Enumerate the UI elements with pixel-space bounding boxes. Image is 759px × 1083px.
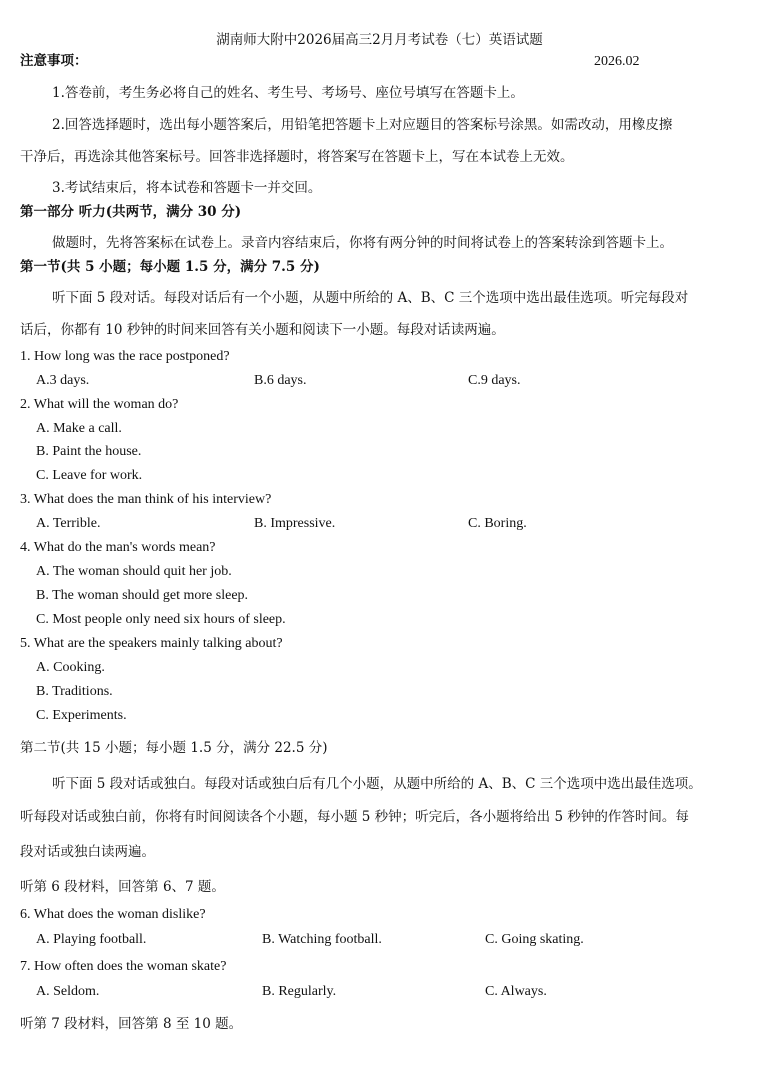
notice-item-1: 1.答卷前，考生务必将自己的姓名、考生号、考场号、座位号填写在答题卡上。: [52, 85, 524, 101]
q6-option-a: A. Playing football.: [36, 932, 147, 947]
q1-option-a: A.3 days.: [36, 373, 90, 388]
question-1: 1. How long was the race postponed?: [20, 349, 230, 364]
question-2: 2. What will the woman do?: [20, 397, 179, 412]
material-7-heading: 听第 7 段材料，回答第 8 至 10 题。: [20, 1016, 243, 1032]
section2-heading: 第二节(共 15 小题；每小题 1.5 分，满分 22.5 分): [20, 740, 328, 756]
q2-option-c: C. Leave for work.: [36, 468, 143, 483]
q3-option-c: C. Boring.: [468, 516, 527, 531]
part1-heading: 第一部分 听力(共两节，满分 30 分): [20, 204, 242, 220]
q7-option-c: C. Always.: [485, 984, 547, 999]
page-title: 湖南师大附中2026届高三2月月考试卷（七）英语试题: [216, 32, 543, 48]
q2-option-a: A. Make a call.: [36, 421, 122, 436]
section2-intro-line-2: 听每段对话或独白前，你将有时间阅读各个小题，每小题 5 秒钟；听完后，各小题将给出 5 秒钟的作答时间。每: [20, 809, 689, 825]
q6-option-b: B. Watching football.: [262, 932, 382, 947]
question-3: 3. What does the man think of his interview?: [20, 492, 272, 507]
section2-intro-line-1: 听下面 5 段对话或独白。每段对话或独白后有几个小题，从题中所给的 A、B、C 三个选项中选出最佳选项。: [52, 776, 702, 792]
q5-option-b: B. Traditions.: [36, 684, 113, 699]
question-7: 7. How often does the woman skate?: [20, 959, 227, 974]
section1-heading: 第一节(共 5 小题；每小题 1.5 分，满分 7.5 分): [20, 259, 320, 275]
notice-heading: 注意事项：: [20, 53, 88, 69]
section2-intro-line-3: 段对话或独白读两遍。: [20, 844, 155, 860]
q1-option-b: B.6 days.: [254, 373, 307, 388]
q5-option-c: C. Experiments.: [36, 708, 127, 723]
notice-item-2-line-2: 干净后，再选涂其他答案标号。回答非选择题时，将答案写在答题卡上，写在本试卷上无效。: [20, 149, 574, 165]
question-6: 6. What does the woman dislike?: [20, 907, 206, 922]
exam-date: 2026.02: [594, 54, 640, 69]
q7-option-a: A. Seldom.: [36, 984, 100, 999]
notice-item-3: 3.考试结束后，将本试卷和答题卡一并交回。: [52, 180, 322, 196]
notice-item-2-line-1: 2.回答选择题时，选出每小题答案后，用铅笔把答题卡上对应题目的答案标号涂黑。如需改动，用橡皮擦: [52, 117, 673, 133]
q5-option-a: A. Cooking.: [36, 660, 105, 675]
q6-option-c: C. Going skating.: [485, 932, 584, 947]
material-6-heading: 听第 6 段材料，回答第 6、7 题。: [20, 879, 225, 895]
section1-intro-line-2: 话后，你都有 10 秒钟的时间来回答有关小题和阅读下一小题。每段对话读两遍。: [20, 322, 505, 338]
q4-option-c: C. Most people only need six hours of sleep.: [36, 612, 286, 627]
part1-instruction: 做题时，先将答案标在试卷上。录音内容结束后，你将有两分钟的时间将试卷上的答案转涂到答题卡上。: [52, 235, 673, 251]
section1-intro-line-1: 听下面 5 段对话。每段对话后有一个小题，从题中所给的 A、B、C 三个选项中选出最佳选项。听完每段对: [52, 290, 689, 306]
q1-option-c: C.9 days.: [468, 373, 521, 388]
q2-option-b: B. Paint the house.: [36, 444, 142, 459]
question-4: 4. What do the man's words mean?: [20, 540, 216, 555]
q4-option-a: A. The woman should quit her job.: [36, 564, 232, 579]
q4-option-b: B. The woman should get more sleep.: [36, 588, 249, 603]
q3-option-a: A. Terrible.: [36, 516, 101, 531]
q7-option-b: B. Regularly.: [262, 984, 337, 999]
question-5: 5. What are the speakers mainly talking about?: [20, 636, 283, 651]
q3-option-b: B. Impressive.: [254, 516, 336, 531]
